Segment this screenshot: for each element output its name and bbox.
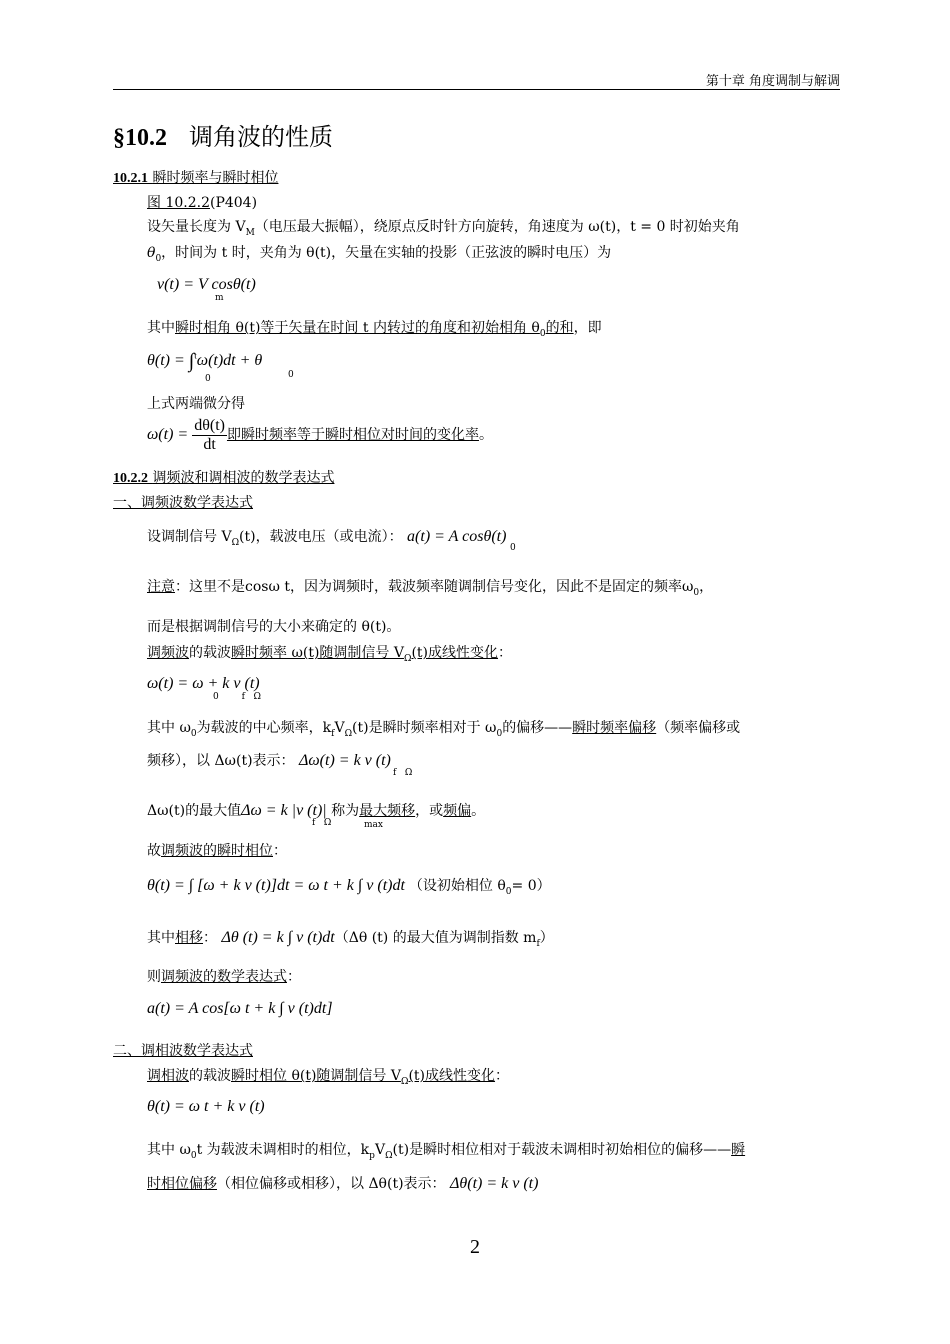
text: 其中 xyxy=(147,930,175,946)
section-title-text: 调角波的性质 xyxy=(189,123,333,151)
text: ： xyxy=(273,843,287,859)
paragraph-line xyxy=(147,1065,509,1087)
figure-page: (P404) xyxy=(209,195,258,211)
text: (t)，载波电压（或电流）： xyxy=(239,529,403,545)
equation-text: θ(t) = ∫ [ω + k v (t)]dt = ω t + k ∫ v (t)dt xyxy=(147,877,405,894)
text: 频移），以 Δω(t)表示： xyxy=(147,753,295,769)
text: 设调制信号 V xyxy=(147,529,232,545)
subscript: 0 xyxy=(190,1150,197,1161)
equation-text: Δθ(t) = k v (t) xyxy=(450,1175,539,1192)
equation-text: Δω(t) = k v (t) xyxy=(298,752,391,769)
text: ： xyxy=(495,1068,510,1084)
pm-heading xyxy=(113,1040,253,1060)
equation-subscript: 0 xyxy=(288,370,294,380)
heading-text: 二、调相波数学表达式 xyxy=(113,1043,253,1059)
equation-text: ω(t)dt + θ xyxy=(196,352,263,369)
equation-text: θ(t) = ω t + k v (t) xyxy=(147,1098,265,1115)
paragraph-line xyxy=(147,800,485,820)
subscript: M xyxy=(245,227,255,238)
text: ） xyxy=(539,930,554,946)
equation-text: a(t) = A cosθ(t) xyxy=(407,528,507,545)
note-line xyxy=(147,576,713,598)
section-number: §10.2 xyxy=(113,125,167,151)
text: V xyxy=(374,1142,386,1158)
underlined-text: 瞬时相角 θ(t)等于矢量在时间 t 内转过的角度和初始相角 θ xyxy=(175,320,540,336)
text: V xyxy=(334,720,345,736)
subscript: Ω xyxy=(403,653,412,664)
subsection-number: 10.2.2 xyxy=(113,471,148,486)
underlined-text: 瞬时频率偏移 xyxy=(572,720,657,736)
equation-fm-phase xyxy=(147,875,551,897)
equation-subscript: m xyxy=(215,293,224,303)
text: 设矢量长度为 V xyxy=(147,219,246,235)
text: 称为 xyxy=(331,803,360,819)
fraction xyxy=(192,417,227,454)
underlined-text: (t)成线性变化 xyxy=(411,645,499,661)
subscript: 0 xyxy=(155,253,162,264)
subscript: Ω xyxy=(231,537,240,548)
page-number: 2 xyxy=(470,1236,480,1258)
equation-text: Δθ (t) = k ∫ v (t)dt xyxy=(221,929,335,946)
subsection-title: 瞬时频率与瞬时相位 xyxy=(152,170,279,186)
text: （频率偏移或 xyxy=(656,720,741,736)
paragraph-line xyxy=(147,642,512,664)
paragraph-line xyxy=(147,242,611,264)
text: ， xyxy=(699,579,714,595)
equation-text: θ(t) = xyxy=(147,352,185,369)
equation-subscript: 0 xyxy=(510,543,516,553)
subsection-number: 10.2.1 xyxy=(113,171,148,186)
text: 。 xyxy=(471,803,486,819)
underlined-text: 的和 xyxy=(545,320,574,336)
text: ，即 xyxy=(573,320,602,336)
text: ： xyxy=(203,930,217,946)
text: ，或 xyxy=(415,803,444,819)
text: （设初始相位 θ xyxy=(408,878,506,894)
underlined-text: 调频波的数学表达式 xyxy=(161,969,287,985)
subscript: p xyxy=(369,1150,375,1161)
paragraph-line xyxy=(147,966,301,986)
text: 。 xyxy=(478,427,493,444)
paragraph-line xyxy=(147,927,554,949)
note-label: 注意 xyxy=(147,579,175,595)
equation-text: Δω = k |v (t)| xyxy=(241,802,327,819)
equation-omega-fm xyxy=(147,675,260,693)
text: ： xyxy=(287,969,301,985)
running-header: 第十章 角度调制与解调 xyxy=(705,74,840,89)
underlined-text: 时相位偏移 xyxy=(147,1176,217,1192)
equation-omega-derivative xyxy=(147,417,493,454)
equation-text: ω(t) = ω + k v (t) xyxy=(147,675,260,692)
text: 的载波 xyxy=(189,645,231,661)
paragraph-line xyxy=(147,216,740,238)
subscript: Ω xyxy=(385,1150,393,1161)
integral-upper: t xyxy=(194,350,197,361)
subscript: 0 xyxy=(693,587,700,598)
subscript: 0 xyxy=(505,886,512,897)
heading-text: 一、调频波数学表达式 xyxy=(113,495,253,511)
header-rule xyxy=(113,89,840,90)
text: 其中 ω xyxy=(147,1142,191,1158)
underlined-text: 瞬时频率 ω(t)随调制信号 V xyxy=(231,645,404,661)
text: ： xyxy=(498,645,513,661)
subscript: 0 xyxy=(496,728,503,739)
text: ：这里不是cosω t，因为调频时，载波频率随调制信号变化，因此不是固定的频率ω xyxy=(175,579,694,595)
paragraph-line xyxy=(147,750,391,770)
section-title xyxy=(113,117,333,152)
equation-theta-integral: θ(t) = ∫$^t$ω(t)dt + θ xyxy=(147,350,263,372)
paragraph-line: 上式两端微分得 xyxy=(147,396,245,412)
subsection-10-2-2-heading xyxy=(113,467,334,487)
figure-reference xyxy=(147,192,257,212)
underlined-text: 频偏 xyxy=(443,803,472,819)
paragraph-line xyxy=(147,1139,745,1161)
underlined-text: 瞬时相位 θ(t)随调制信号 V xyxy=(231,1068,401,1084)
equation-text: a(t) = A cos[ω t + k ∫ v (t)dt] xyxy=(147,1000,333,1017)
equation-text: ω(t) = xyxy=(147,426,189,444)
text: 为载波的中心频率，k xyxy=(196,720,332,736)
text: 其中 ω xyxy=(147,720,191,736)
paragraph-line xyxy=(147,317,602,339)
equation-text: v(t) = V cosθ(t) xyxy=(157,276,256,293)
text: ，时间为 t 时，夹角为 θ(t)，矢量在实轴的投影（正弦波的瞬时电压）为 xyxy=(161,245,612,261)
text: （Δθ (t) 的最大值为调制指数 m xyxy=(334,930,537,946)
subscript: f xyxy=(536,938,540,949)
equation-subscripts: f Ω xyxy=(312,818,332,828)
equation-pm-phase xyxy=(147,1098,265,1116)
text: （相位偏移或相移），以 Δθ(t)表示： xyxy=(217,1176,446,1192)
subscript: Ω xyxy=(401,1076,409,1087)
text: Δω(t)的最大值 xyxy=(147,803,242,819)
underlined-text: 瞬 xyxy=(731,1142,746,1158)
fm-heading xyxy=(113,492,253,512)
subsection-title: 调频波和调相波的数学表达式 xyxy=(152,470,335,486)
subsection-10-2-1-heading xyxy=(113,167,278,187)
text: （电压最大振幅），绕原点反时针方向旋转，角速度为 ω(t)，t = 0 时初始夹角 xyxy=(254,219,740,235)
denominator: dt xyxy=(203,436,216,453)
subscript: 0 xyxy=(539,328,546,339)
underlined-text: 调相波 xyxy=(147,1068,189,1084)
subscript: f xyxy=(331,728,335,739)
underlined-text: 调频波的瞬时相位 xyxy=(161,843,273,859)
figure-link[interactable]: 图 10.2.2 xyxy=(147,195,210,211)
underlined-text: 相移 xyxy=(175,930,203,946)
text: 的偏移—— xyxy=(502,720,573,736)
paragraph-line xyxy=(147,717,740,739)
paragraph-line: 而是根据调制信号的大小来确定的 θ(t)。 xyxy=(147,619,401,635)
equation-fm-wave xyxy=(147,1000,333,1018)
equation-subscripts: 0 f Ω xyxy=(213,692,261,702)
subscript: Ω xyxy=(344,728,353,739)
text: θ xyxy=(147,245,156,261)
text: t 为载波未调相时的相位，k xyxy=(196,1142,370,1158)
equation-v-t xyxy=(157,276,256,294)
underlined-text: 调频波 xyxy=(147,645,189,661)
equation-subscripts: f Ω xyxy=(393,768,413,778)
max-subscript: max xyxy=(364,820,383,830)
underlined-text: 最大频移 xyxy=(359,803,416,819)
text: 的载波 xyxy=(189,1068,231,1084)
paragraph-line xyxy=(147,840,287,860)
text: (t)是瞬时相位相对于载波未调相时初始相位的偏移—— xyxy=(392,1142,732,1158)
text: (t)是瞬时频率相对于 ω xyxy=(352,720,497,736)
subscript: 0 xyxy=(190,728,197,739)
underlined-text: (t)成线性变化 xyxy=(408,1068,496,1084)
integral-lower: 0 xyxy=(205,374,211,384)
text: 则 xyxy=(147,969,161,985)
paragraph-line xyxy=(147,1173,538,1193)
paragraph-line xyxy=(147,526,506,548)
text: 其中 xyxy=(147,320,175,336)
numerator: dθ(t) xyxy=(194,417,225,434)
text: 故 xyxy=(147,843,161,859)
underlined-text: 即瞬时频率等于瞬时相位对时间的变化率 xyxy=(226,427,479,444)
text: = 0） xyxy=(511,878,551,894)
